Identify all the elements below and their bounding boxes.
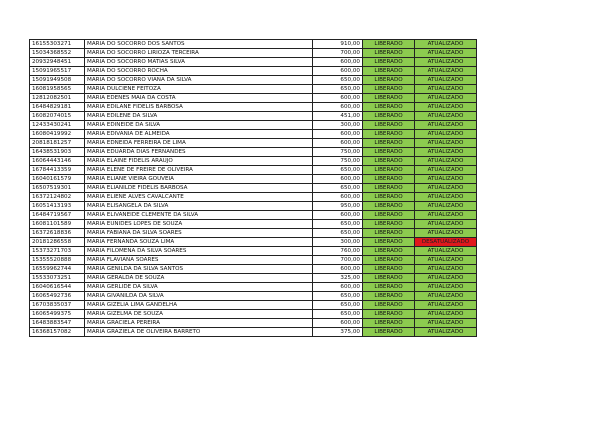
situation-cell[interactable]: ATUALIZADO <box>415 256 477 265</box>
amount-cell[interactable]: 600,00 <box>313 94 363 103</box>
amount-cell[interactable]: 650,00 <box>313 85 363 94</box>
beneficiary-table <box>29 39 477 337</box>
table-row <box>30 184 477 193</box>
name-cell[interactable]: MARIA ELISANGELA DA SILVA <box>85 202 313 211</box>
cpf-cell[interactable]: 16081101589 <box>30 220 85 229</box>
table-row <box>30 202 477 211</box>
amount-cell[interactable]: 650,00 <box>313 310 363 319</box>
situation-cell[interactable]: ATUALIZADO <box>415 76 477 85</box>
situation-cell[interactable]: ATUALIZADO <box>415 265 477 274</box>
situation-cell[interactable]: ATUALIZADO <box>415 202 477 211</box>
status-cell[interactable]: LIBERADO <box>363 301 415 310</box>
name-cell[interactable]: MARIA EDILENE DA SILVA <box>85 112 313 121</box>
amount-cell[interactable]: 600,00 <box>313 139 363 148</box>
cpf-cell[interactable]: 16484719567 <box>30 211 85 220</box>
name-cell[interactable]: MARIA EDINEIDE DA SILVA <box>85 121 313 130</box>
table-row <box>30 247 477 256</box>
table-row <box>30 121 477 130</box>
amount-cell[interactable]: 600,00 <box>313 319 363 328</box>
status-cell[interactable]: LIBERADO <box>363 58 415 67</box>
amount-cell[interactable]: 700,00 <box>313 49 363 58</box>
amount-cell[interactable]: 600,00 <box>313 103 363 112</box>
name-cell[interactable]: MARIA GIVANILDA DA SILVA <box>85 292 313 301</box>
cpf-cell[interactable]: 20181286558 <box>30 238 85 247</box>
cpf-cell[interactable]: 16368157082 <box>30 328 85 337</box>
cpf-cell[interactable]: 16559962744 <box>30 265 85 274</box>
name-cell[interactable]: MARIA DO SOCORRO MATIAS SILVA <box>85 58 313 67</box>
name-cell[interactable]: MARIA EDUARDA DIAS FERNANDES <box>85 148 313 157</box>
table-row <box>30 103 477 112</box>
cpf-cell[interactable]: 20818181257 <box>30 139 85 148</box>
situation-cell[interactable]: ATUALIZADO <box>415 103 477 112</box>
cpf-cell[interactable]: 20932948451 <box>30 58 85 67</box>
cpf-cell[interactable]: 15373271703 <box>30 247 85 256</box>
status-cell[interactable]: LIBERADO <box>363 166 415 175</box>
amount-cell[interactable]: 600,00 <box>313 175 363 184</box>
amount-cell[interactable]: 451,00 <box>313 112 363 121</box>
name-cell[interactable]: MARIA EUNIDES LOPES DE SOUZA <box>85 220 313 229</box>
status-cell[interactable]: LIBERADO <box>363 292 415 301</box>
amount-cell[interactable]: 910,00 <box>313 40 363 49</box>
amount-cell[interactable]: 375,00 <box>313 328 363 337</box>
table-row <box>30 283 477 292</box>
cpf-cell[interactable]: 16155303271 <box>30 40 85 49</box>
table-row <box>30 76 477 85</box>
status-cell[interactable]: LIBERADO <box>363 283 415 292</box>
cpf-cell[interactable]: 12812082501 <box>30 94 85 103</box>
amount-cell[interactable]: 750,00 <box>313 157 363 166</box>
cpf-cell[interactable]: 16040161579 <box>30 175 85 184</box>
name-cell[interactable]: MARIA GERALDA DE SOUZA <box>85 274 313 283</box>
situation-cell[interactable]: ATUALIZADO <box>415 130 477 139</box>
name-cell[interactable]: MARIA GRACIELA PEREIRA <box>85 319 313 328</box>
situation-cell[interactable]: ATUALIZADO <box>415 139 477 148</box>
amount-cell[interactable]: 300,00 <box>313 121 363 130</box>
cpf-cell[interactable]: 16081958565 <box>30 85 85 94</box>
situation-cell[interactable]: ATUALIZADO <box>415 292 477 301</box>
situation-cell[interactable]: ATUALIZADO <box>415 310 477 319</box>
amount-cell[interactable]: 600,00 <box>313 283 363 292</box>
situation-cell[interactable]: ATUALIZADO <box>415 301 477 310</box>
table-row <box>30 157 477 166</box>
name-cell[interactable]: MARIA EDILANE FIDELIS BARBOSA <box>85 103 313 112</box>
situation-cell[interactable]: ATUALIZADO <box>415 211 477 220</box>
table-row <box>30 130 477 139</box>
situation-cell[interactable]: ATUALIZADO <box>415 85 477 94</box>
situation-cell[interactable]: ATUALIZADO <box>415 274 477 283</box>
situation-cell[interactable]: ATUALIZADO <box>415 40 477 49</box>
situation-cell[interactable]: ATUALIZADO <box>415 220 477 229</box>
amount-cell[interactable]: 600,00 <box>313 265 363 274</box>
status-cell[interactable]: LIBERADO <box>363 103 415 112</box>
amount-cell[interactable]: 950,00 <box>313 202 363 211</box>
table-row <box>30 328 477 337</box>
table-row <box>30 211 477 220</box>
situation-cell[interactable]: ATUALIZADO <box>415 94 477 103</box>
amount-cell[interactable]: 650,00 <box>313 76 363 85</box>
name-cell[interactable]: MARIA DO SOCORRO ROCHA <box>85 67 313 76</box>
status-cell[interactable]: LIBERADO <box>363 175 415 184</box>
status-cell[interactable]: LIBERADO <box>363 256 415 265</box>
table-row <box>30 229 477 238</box>
status-cell[interactable]: LIBERADO <box>363 121 415 130</box>
cpf-cell[interactable]: 16082074015 <box>30 112 85 121</box>
cpf-cell[interactable]: 16483883547 <box>30 319 85 328</box>
table-row <box>30 319 477 328</box>
situation-cell[interactable]: ATUALIZADO <box>415 193 477 202</box>
situation-cell[interactable]: ATUALIZADO <box>415 49 477 58</box>
name-cell[interactable]: MARIA DULCIENE FEITOZA <box>85 85 313 94</box>
table-row <box>30 148 477 157</box>
cpf-cell[interactable]: 16507519301 <box>30 184 85 193</box>
amount-cell[interactable]: 650,00 <box>313 184 363 193</box>
status-cell[interactable]: LIBERADO <box>363 184 415 193</box>
cpf-cell[interactable]: 16703835037 <box>30 301 85 310</box>
amount-cell[interactable]: 650,00 <box>313 292 363 301</box>
cpf-cell[interactable]: 15533073251 <box>30 274 85 283</box>
situation-cell[interactable]: ATUALIZADO <box>415 121 477 130</box>
table-row <box>30 220 477 229</box>
cpf-cell[interactable]: 16064443146 <box>30 157 85 166</box>
status-cell[interactable]: LIBERADO <box>363 265 415 274</box>
cpf-cell[interactable]: 15355520888 <box>30 256 85 265</box>
status-cell[interactable]: LIBERADO <box>363 85 415 94</box>
status-cell[interactable]: LIBERADO <box>363 130 415 139</box>
cpf-cell[interactable]: 15091949508 <box>30 76 85 85</box>
status-cell[interactable]: LIBERADO <box>363 67 415 76</box>
name-cell[interactable]: MARIA FLAVIANA SOARES <box>85 256 313 265</box>
name-cell[interactable]: MARIA EDIVANIA DE ALMEIDA <box>85 130 313 139</box>
situation-cell[interactable]: DESATUALIZADO <box>415 238 477 247</box>
amount-cell[interactable]: 600,00 <box>313 67 363 76</box>
status-cell[interactable]: LIBERADO <box>363 328 415 337</box>
status-cell[interactable]: LIBERADO <box>363 49 415 58</box>
situation-cell[interactable]: ATUALIZADO <box>415 229 477 238</box>
name-cell[interactable]: MARIA ELIANILDE FIDELIS BARBOSA <box>85 184 313 193</box>
table-row <box>30 58 477 67</box>
table-row <box>30 193 477 202</box>
cpf-cell[interactable]: 16372618836 <box>30 229 85 238</box>
name-cell[interactable]: MARIA DO SOCORRO VIANA DA SILVA <box>85 76 313 85</box>
status-cell[interactable]: LIBERADO <box>363 94 415 103</box>
table-row <box>30 94 477 103</box>
cpf-cell[interactable]: 16051413193 <box>30 202 85 211</box>
amount-cell[interactable]: 650,00 <box>313 166 363 175</box>
name-cell[interactable]: MARIA ELENE DE FREIRE DE OLIVEIRA <box>85 166 313 175</box>
situation-cell[interactable]: ATUALIZADO <box>415 247 477 256</box>
table-row <box>30 292 477 301</box>
name-cell[interactable]: MARIA ELIANE VIEIRA GOUVEIA <box>85 175 313 184</box>
status-cell[interactable]: LIBERADO <box>363 112 415 121</box>
amount-cell[interactable]: 325,00 <box>313 274 363 283</box>
name-cell[interactable]: MARIA GRAZIELA DE OLIVEIRA BARRETO <box>85 328 313 337</box>
situation-cell[interactable]: ATUALIZADO <box>415 328 477 337</box>
situation-cell[interactable]: ATUALIZADO <box>415 67 477 76</box>
name-cell[interactable]: MARIA FABIANA DA SILVA SOARES <box>85 229 313 238</box>
name-cell[interactable]: MARIA GERLIDE DA SILVA <box>85 283 313 292</box>
name-cell[interactable]: MARIA DO SOCORRO LIRIOZA TERCEIRA <box>85 49 313 58</box>
cpf-cell[interactable]: 16065499375 <box>30 310 85 319</box>
status-cell[interactable]: LIBERADO <box>363 229 415 238</box>
situation-cell[interactable]: ATUALIZADO <box>415 166 477 175</box>
cpf-cell[interactable]: 16438531903 <box>30 148 85 157</box>
amount-cell[interactable]: 650,00 <box>313 301 363 310</box>
amount-cell[interactable]: 760,00 <box>313 247 363 256</box>
amount-cell[interactable]: 700,00 <box>313 256 363 265</box>
amount-cell[interactable]: 750,00 <box>313 148 363 157</box>
table-row <box>30 310 477 319</box>
status-cell[interactable]: LIBERADO <box>363 76 415 85</box>
amount-cell[interactable]: 600,00 <box>313 58 363 67</box>
name-cell[interactable]: MARIA FERNANDA SOUZA LIMA <box>85 238 313 247</box>
cpf-cell[interactable]: 16484829181 <box>30 103 85 112</box>
name-cell[interactable]: MARIA DO SOCORRO DOS SANTOS <box>85 40 313 49</box>
situation-cell[interactable]: ATUALIZADO <box>415 112 477 121</box>
table-row <box>30 301 477 310</box>
name-cell[interactable]: MARIA FILOMENA DA SILVA SOARES <box>85 247 313 256</box>
cpf-cell[interactable]: 15091965517 <box>30 67 85 76</box>
table-row <box>30 166 477 175</box>
name-cell[interactable]: MARIA ELIVANEIDE CLEMENTE DA SILVA <box>85 211 313 220</box>
amount-cell[interactable]: 650,00 <box>313 220 363 229</box>
status-cell[interactable]: LIBERADO <box>363 310 415 319</box>
name-cell[interactable]: MARIA GIZELMA DE SOUZA <box>85 310 313 319</box>
table-row <box>30 49 477 58</box>
table-row <box>30 175 477 184</box>
status-cell[interactable]: LIBERADO <box>363 193 415 202</box>
cpf-cell[interactable]: 16040616544 <box>30 283 85 292</box>
cpf-cell[interactable]: 16065492736 <box>30 292 85 301</box>
situation-cell[interactable]: ATUALIZADO <box>415 157 477 166</box>
table-row <box>30 67 477 76</box>
situation-cell[interactable]: ATUALIZADO <box>415 283 477 292</box>
cpf-cell[interactable]: 16372124802 <box>30 193 85 202</box>
table-body <box>30 40 477 337</box>
status-cell[interactable]: LIBERADO <box>363 247 415 256</box>
amount-cell[interactable]: 600,00 <box>313 193 363 202</box>
name-cell[interactable]: MARIA EDNEIDA FERREIRA DE LIMA <box>85 139 313 148</box>
status-cell[interactable]: LIBERADO <box>363 148 415 157</box>
table-row <box>30 256 477 265</box>
name-cell[interactable]: MARIA GIZELIA LIMA GANDELHA <box>85 301 313 310</box>
status-cell[interactable]: LIBERADO <box>363 220 415 229</box>
situation-cell[interactable]: ATUALIZADO <box>415 175 477 184</box>
name-cell[interactable]: MARIA EDENES MAIA DA COSTA <box>85 94 313 103</box>
status-cell[interactable]: LIBERADO <box>363 274 415 283</box>
status-cell[interactable]: LIBERADO <box>363 319 415 328</box>
cpf-cell[interactable]: 15034368552 <box>30 49 85 58</box>
table-row <box>30 265 477 274</box>
name-cell[interactable]: MARIA ELIENE ALVES CAVALCANTE <box>85 193 313 202</box>
name-cell[interactable]: MARIA GENILDA DA SILVA SANTOS <box>85 265 313 274</box>
table-row <box>30 139 477 148</box>
amount-cell[interactable]: 600,00 <box>313 211 363 220</box>
cpf-cell[interactable]: 16080419992 <box>30 130 85 139</box>
name-cell[interactable]: MARIA ELAINE FIDELIS ARAUJO <box>85 157 313 166</box>
cpf-cell[interactable]: 16784413359 <box>30 166 85 175</box>
status-cell[interactable]: LIBERADO <box>363 238 415 247</box>
situation-cell[interactable]: ATUALIZADO <box>415 319 477 328</box>
amount-cell[interactable]: 600,00 <box>313 130 363 139</box>
table-row <box>30 40 477 49</box>
table-row <box>30 112 477 121</box>
amount-cell[interactable]: 300,00 <box>313 238 363 247</box>
status-cell[interactable]: LIBERADO <box>363 139 415 148</box>
status-cell[interactable]: LIBERADO <box>363 202 415 211</box>
status-cell[interactable]: LIBERADO <box>363 40 415 49</box>
status-cell[interactable]: LIBERADO <box>363 211 415 220</box>
table-row <box>30 85 477 94</box>
status-cell[interactable]: LIBERADO <box>363 157 415 166</box>
situation-cell[interactable]: ATUALIZADO <box>415 148 477 157</box>
table-row <box>30 238 477 247</box>
cpf-cell[interactable]: 12433430241 <box>30 121 85 130</box>
situation-cell[interactable]: ATUALIZADO <box>415 184 477 193</box>
amount-cell[interactable]: 650,00 <box>313 229 363 238</box>
situation-cell[interactable]: ATUALIZADO <box>415 58 477 67</box>
table-row <box>30 274 477 283</box>
